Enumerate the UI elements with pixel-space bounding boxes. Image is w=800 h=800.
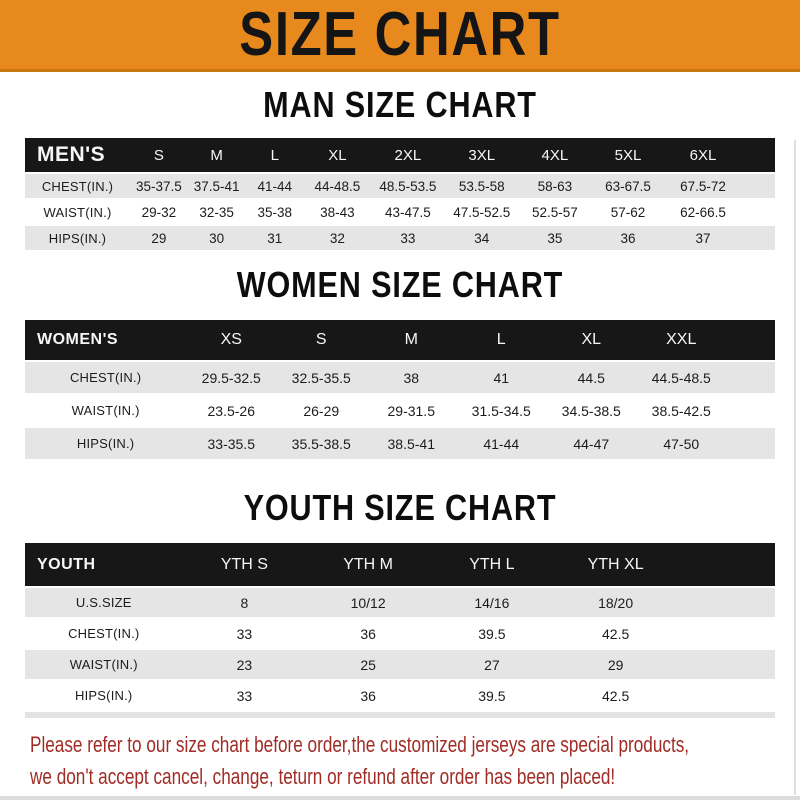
size-value-cell: 34.5-38.5 bbox=[546, 395, 636, 426]
banner bbox=[0, 0, 800, 72]
table-row-hips bbox=[25, 681, 775, 710]
women-size-table bbox=[25, 318, 775, 461]
size-value-cell: 35.5-38.5 bbox=[276, 428, 366, 459]
size-col-header: 2XL bbox=[371, 138, 445, 172]
table-row-chest bbox=[25, 362, 775, 393]
size-col-header: XL bbox=[546, 320, 636, 360]
size-value-cell: 30 bbox=[188, 226, 246, 250]
men-header-row bbox=[25, 138, 775, 172]
row-label: WAIST(IN.) bbox=[25, 395, 186, 426]
row-label: CHEST(IN.) bbox=[25, 174, 130, 198]
size-value-cell: 32.5-35.5 bbox=[276, 362, 366, 393]
size-col-header: L bbox=[456, 320, 546, 360]
spacer-cell bbox=[678, 588, 776, 617]
size-value-cell: 39.5 bbox=[430, 619, 554, 648]
men-size-table bbox=[25, 136, 775, 252]
size-value-cell: 29.5-32.5 bbox=[186, 362, 276, 393]
spacer-cell bbox=[678, 681, 776, 710]
size-value-cell: 23.5-26 bbox=[186, 395, 276, 426]
size-value-cell: 25 bbox=[306, 650, 430, 679]
size-value-cell: 62-66.5 bbox=[665, 200, 742, 224]
table-row-hips bbox=[25, 226, 775, 250]
size-value-cell: 33 bbox=[183, 619, 307, 648]
disclaimer-line-2: we don't accept cancel, change, teturn or refund after order has been placed! bbox=[30, 764, 616, 789]
size-col-header: M bbox=[366, 320, 456, 360]
men-section-heading: MAN SIZE CHART bbox=[263, 84, 537, 125]
spacer-cell bbox=[726, 362, 775, 393]
size-value-cell: 31.5-34.5 bbox=[456, 395, 546, 426]
disclaimer-line-1: Please refer to our size chart before order,the customized jerseys are special products, bbox=[30, 732, 690, 757]
spacer-cell bbox=[678, 650, 776, 679]
size-value-cell: 39.5 bbox=[430, 681, 554, 710]
spacer-cell bbox=[741, 200, 775, 224]
size-value-cell: 36 bbox=[306, 681, 430, 710]
size-value-cell: 29-31.5 bbox=[366, 395, 456, 426]
spacer-cell bbox=[726, 395, 775, 426]
size-value-cell: 32-35 bbox=[188, 200, 246, 224]
size-value-cell: 29 bbox=[554, 650, 678, 679]
size-value-cell: 38 bbox=[366, 362, 456, 393]
size-col-header: XXL bbox=[636, 320, 726, 360]
size-col-header: 6XL bbox=[665, 138, 742, 172]
size-value-cell: 35-38 bbox=[246, 200, 305, 224]
size-col-header: M bbox=[188, 138, 246, 172]
size-value-cell: 10/12 bbox=[306, 588, 430, 617]
size-value-cell: 53.5-58 bbox=[445, 174, 519, 198]
youth-header-row bbox=[25, 543, 775, 586]
spacer-cell bbox=[726, 428, 775, 459]
section-youth bbox=[0, 489, 800, 718]
size-col-header: XS bbox=[186, 320, 276, 360]
row-label: U.S.SIZE bbox=[25, 588, 183, 617]
table-row-chest bbox=[25, 619, 775, 648]
size-col-header: XL bbox=[304, 138, 371, 172]
spacer-cell bbox=[678, 543, 776, 586]
size-value-cell: 38.5-41 bbox=[366, 428, 456, 459]
size-value-cell: 18/20 bbox=[554, 588, 678, 617]
size-col-header: YTH S bbox=[183, 543, 307, 586]
bottom-edge-strip bbox=[0, 796, 800, 800]
size-value-cell: 29-32 bbox=[130, 200, 188, 224]
size-value-cell: 38-43 bbox=[304, 200, 371, 224]
size-value-cell: 52.5-57 bbox=[518, 200, 591, 224]
size-value-cell: 29 bbox=[130, 226, 188, 250]
youth-size-table bbox=[25, 541, 775, 712]
size-col-header: S bbox=[130, 138, 188, 172]
size-value-cell: 48.5-53.5 bbox=[371, 174, 445, 198]
row-label: HIPS(IN.) bbox=[25, 428, 186, 459]
spacer-cell bbox=[741, 174, 775, 198]
youth-section-heading: YOUTH SIZE CHART bbox=[243, 487, 557, 528]
spacer-cell bbox=[726, 320, 775, 360]
size-value-cell: 36 bbox=[306, 619, 430, 648]
size-value-cell: 42.5 bbox=[554, 681, 678, 710]
table-row-chest bbox=[25, 174, 775, 198]
row-label: CHEST(IN.) bbox=[25, 619, 183, 648]
men-table-label: MEN'S bbox=[25, 138, 130, 172]
table-row-us-size bbox=[25, 588, 775, 617]
spacer-cell bbox=[741, 138, 775, 172]
section-women bbox=[0, 266, 800, 461]
section-men bbox=[0, 86, 800, 252]
size-col-header: YTH M bbox=[306, 543, 430, 586]
size-value-cell: 37.5-41 bbox=[188, 174, 246, 198]
youth-table-label: YOUTH bbox=[25, 543, 183, 586]
table-row-waist bbox=[25, 650, 775, 679]
size-value-cell: 37 bbox=[665, 226, 742, 250]
size-value-cell: 47.5-52.5 bbox=[445, 200, 519, 224]
size-col-header: S bbox=[276, 320, 366, 360]
size-value-cell: 63-67.5 bbox=[591, 174, 665, 198]
size-value-cell: 26-29 bbox=[276, 395, 366, 426]
size-value-cell: 42.5 bbox=[554, 619, 678, 648]
size-value-cell: 32 bbox=[304, 226, 371, 250]
size-value-cell: 47-50 bbox=[636, 428, 726, 459]
row-label: HIPS(IN.) bbox=[25, 226, 130, 250]
table-row-waist bbox=[25, 200, 775, 224]
size-value-cell: 43-47.5 bbox=[371, 200, 445, 224]
size-value-cell: 33 bbox=[371, 226, 445, 250]
women-table-label: WOMEN'S bbox=[25, 320, 186, 360]
size-col-header: 5XL bbox=[591, 138, 665, 172]
size-value-cell: 57-62 bbox=[591, 200, 665, 224]
size-col-header: YTH XL bbox=[554, 543, 678, 586]
disclaimer bbox=[30, 731, 800, 791]
size-value-cell: 44-48.5 bbox=[304, 174, 371, 198]
size-value-cell: 44.5-48.5 bbox=[636, 362, 726, 393]
size-value-cell: 41-44 bbox=[456, 428, 546, 459]
women-header-row bbox=[25, 320, 775, 360]
row-label: WAIST(IN.) bbox=[25, 650, 183, 679]
size-value-cell: 35 bbox=[518, 226, 591, 250]
size-value-cell: 8 bbox=[183, 588, 307, 617]
size-value-cell: 67.5-72 bbox=[665, 174, 742, 198]
size-value-cell: 35-37.5 bbox=[130, 174, 188, 198]
size-col-header: L bbox=[246, 138, 305, 172]
spacer-cell bbox=[678, 619, 776, 648]
women-section-heading: WOMEN SIZE CHART bbox=[236, 264, 564, 305]
row-label: HIPS(IN.) bbox=[25, 681, 183, 710]
size-col-header: 3XL bbox=[445, 138, 519, 172]
size-value-cell: 36 bbox=[591, 226, 665, 250]
size-value-cell: 44.5 bbox=[546, 362, 636, 393]
table-row-hips bbox=[25, 428, 775, 459]
size-value-cell: 14/16 bbox=[430, 588, 554, 617]
page-title: SIZE CHART bbox=[239, 0, 561, 69]
size-col-header: YTH L bbox=[430, 543, 554, 586]
scan-edge-artifact bbox=[794, 140, 796, 795]
table-row-waist bbox=[25, 395, 775, 426]
size-value-cell: 33-35.5 bbox=[186, 428, 276, 459]
size-value-cell: 58-63 bbox=[518, 174, 591, 198]
spacer-cell bbox=[741, 226, 775, 250]
size-value-cell: 31 bbox=[246, 226, 305, 250]
row-label: CHEST(IN.) bbox=[25, 362, 186, 393]
size-value-cell: 44-47 bbox=[546, 428, 636, 459]
size-value-cell: 34 bbox=[445, 226, 519, 250]
table-bottom-divider bbox=[25, 712, 775, 718]
size-value-cell: 27 bbox=[430, 650, 554, 679]
size-col-header: 4XL bbox=[518, 138, 591, 172]
size-value-cell: 38.5-42.5 bbox=[636, 395, 726, 426]
size-value-cell: 41-44 bbox=[246, 174, 305, 198]
size-value-cell: 41 bbox=[456, 362, 546, 393]
row-label: WAIST(IN.) bbox=[25, 200, 130, 224]
size-value-cell: 23 bbox=[183, 650, 307, 679]
size-value-cell: 33 bbox=[183, 681, 307, 710]
